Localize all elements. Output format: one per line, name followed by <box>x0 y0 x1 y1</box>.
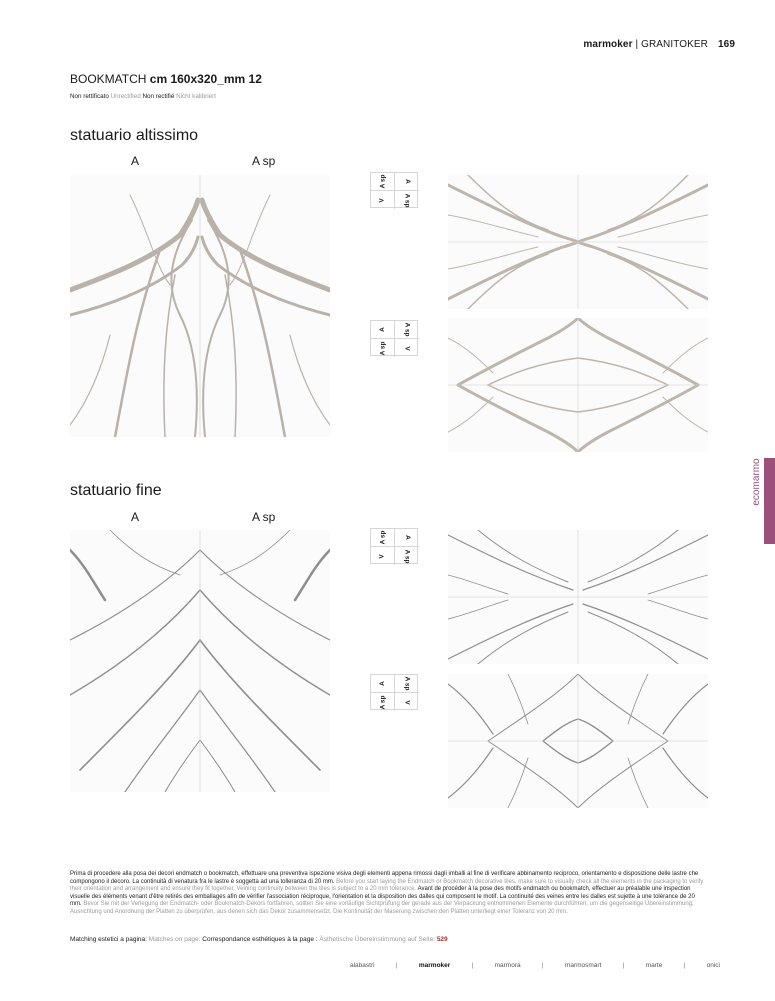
nav-item-alabastri[interactable]: alabastri <box>350 962 375 969</box>
page-header <box>583 39 735 50</box>
matching-it: Matching estetici a pagina: <box>70 936 147 943</box>
slab-label-a: A <box>131 154 140 168</box>
slab-quad-fine-bottom <box>448 674 708 808</box>
header-separator: | <box>632 39 642 50</box>
layout-key-bottom <box>370 320 418 356</box>
section-side-tab <box>764 458 775 544</box>
note-de: Nicht kalibriert <box>176 93 216 100</box>
key-cell: A sp <box>378 341 386 355</box>
key-cell: A sp <box>378 530 386 545</box>
slab-quad-altissimo-top <box>448 175 708 309</box>
side-tab-label-eco: eco <box>751 489 762 506</box>
slab-bookmatch-altissimo <box>70 175 330 437</box>
key-cell: V <box>403 699 411 705</box>
note-text-en: Before you start laying the Endmatch or Bookmatch decorative tiles, make sure to visually check all the elements in the packaging to verify their orientation and arrangement and ensure they fit together. Veining continuity between the tiles is subject to a 20 mm tolerance. <box>70 878 704 893</box>
nav-item-marte[interactable]: marte <box>645 962 663 969</box>
key-cell: A sp <box>403 676 411 691</box>
nav-item-marmoker[interactable]: marmoker <box>418 962 451 969</box>
key-cell: V <box>403 345 411 351</box>
page-title <box>70 72 262 86</box>
nav-separator: | <box>471 962 474 969</box>
key-cell: A <box>378 327 386 332</box>
key-cell: A <box>378 681 386 686</box>
key-cell: A sp <box>403 549 411 563</box>
slab-label-a: A <box>131 510 140 524</box>
key-cell: A sp <box>403 193 411 207</box>
layout-key-top <box>370 172 418 208</box>
note-fr: Non rectifié <box>142 93 175 100</box>
matching-de: Ästhetische Übereinstimmung auf Seite: <box>319 936 435 943</box>
section-title-altissimo: statuario altissimo <box>70 127 199 144</box>
nav-separator: | <box>683 962 686 969</box>
side-tab-label-marmo: marmo <box>751 458 762 490</box>
key-cell: A <box>403 179 411 184</box>
rectification-note <box>70 93 216 100</box>
note-text-de: Bevor Sie mit der Verlegung der Endmatch- oder Bookmatch-Dekors fortfahren, sollten Sie eine vorläufige Sichtprüfung der gerade aus der Verpackung entnommenen Elemente durchführen, um die gegenseitige Übereinstimmung, Ausrichtung und Anordnung der Platten zu überprüfen, aus denen sich das Dekor zusammensetzt. Die Kontinuität der Maserung zwischen den Platten unterliegt einer Toleranz von 20 mm. <box>70 901 694 915</box>
key-cell: V <box>379 553 386 559</box>
layout-key-top <box>370 528 418 564</box>
installation-note <box>70 871 705 917</box>
matching-reference <box>70 936 448 943</box>
slab-quad-fine-top <box>448 530 708 664</box>
brand-name: marmoker <box>583 39 633 50</box>
slab-label-asp: A sp <box>252 154 276 168</box>
collection-nav <box>350 962 720 969</box>
slab-bookmatch-fine <box>70 530 330 792</box>
nav-separator: | <box>622 962 625 969</box>
note-text-fr: Avant de procéder à la pose des motifs endmatch ou bookmatch, effectuer au préalable une inspection visuelle des éléments venant d'être retirés des emballages afin de vérifier l'association réciproque, l'orientation et la disposition des dalles qui composent le motif. La continuité des veines entre les dalles est sujette à une tolérance de 20 mm. <box>70 886 695 908</box>
nav-item-onici[interactable]: onici <box>706 962 720 969</box>
page-number: 169 <box>718 39 735 50</box>
note-text-it: Prima di procedere alla posa dei decori endmatch o bookmatch, effettuare una preventiva ispezione visiva degli elementi appena rimossi dagli imballi al fine di verificare abbinamento reciproco, orientamento e disposizione delle lastre che compongono il decoro. La continuità di venatura fra le lastre è soggetta ad una tolleranza di 20 mm. <box>70 871 699 885</box>
key-cell: A sp <box>378 695 386 709</box>
nav-separator: | <box>541 962 544 969</box>
matching-en: Matches on page: <box>148 936 201 943</box>
key-cell: A sp <box>378 174 386 189</box>
nav-item-marmora[interactable]: marmora <box>494 962 521 969</box>
key-cell: V <box>379 197 386 203</box>
title-prefix: BOOKMATCH <box>70 72 150 86</box>
matching-fr: Correspondance esthétiques à la page : <box>202 936 318 943</box>
nav-separator: | <box>395 962 398 969</box>
key-cell: A <box>403 535 411 540</box>
slab-quad-altissimo-bottom <box>448 318 708 452</box>
note-it: Non rettificato <box>70 93 109 100</box>
title-format: cm 160x320_mm 12 <box>149 72 262 86</box>
layout-key-bottom <box>370 674 418 710</box>
section-title-fine: statuario fine <box>70 482 162 499</box>
nav-item-marmosmart[interactable]: marmosmart <box>564 962 602 969</box>
matching-page-link[interactable]: 529 <box>436 936 448 943</box>
note-en: Unrectified <box>110 93 141 100</box>
key-cell: A sp <box>403 322 411 337</box>
side-tab-label <box>751 457 763 507</box>
collection-name: GRANITOKER <box>641 39 708 50</box>
slab-label-asp: A sp <box>252 510 276 524</box>
